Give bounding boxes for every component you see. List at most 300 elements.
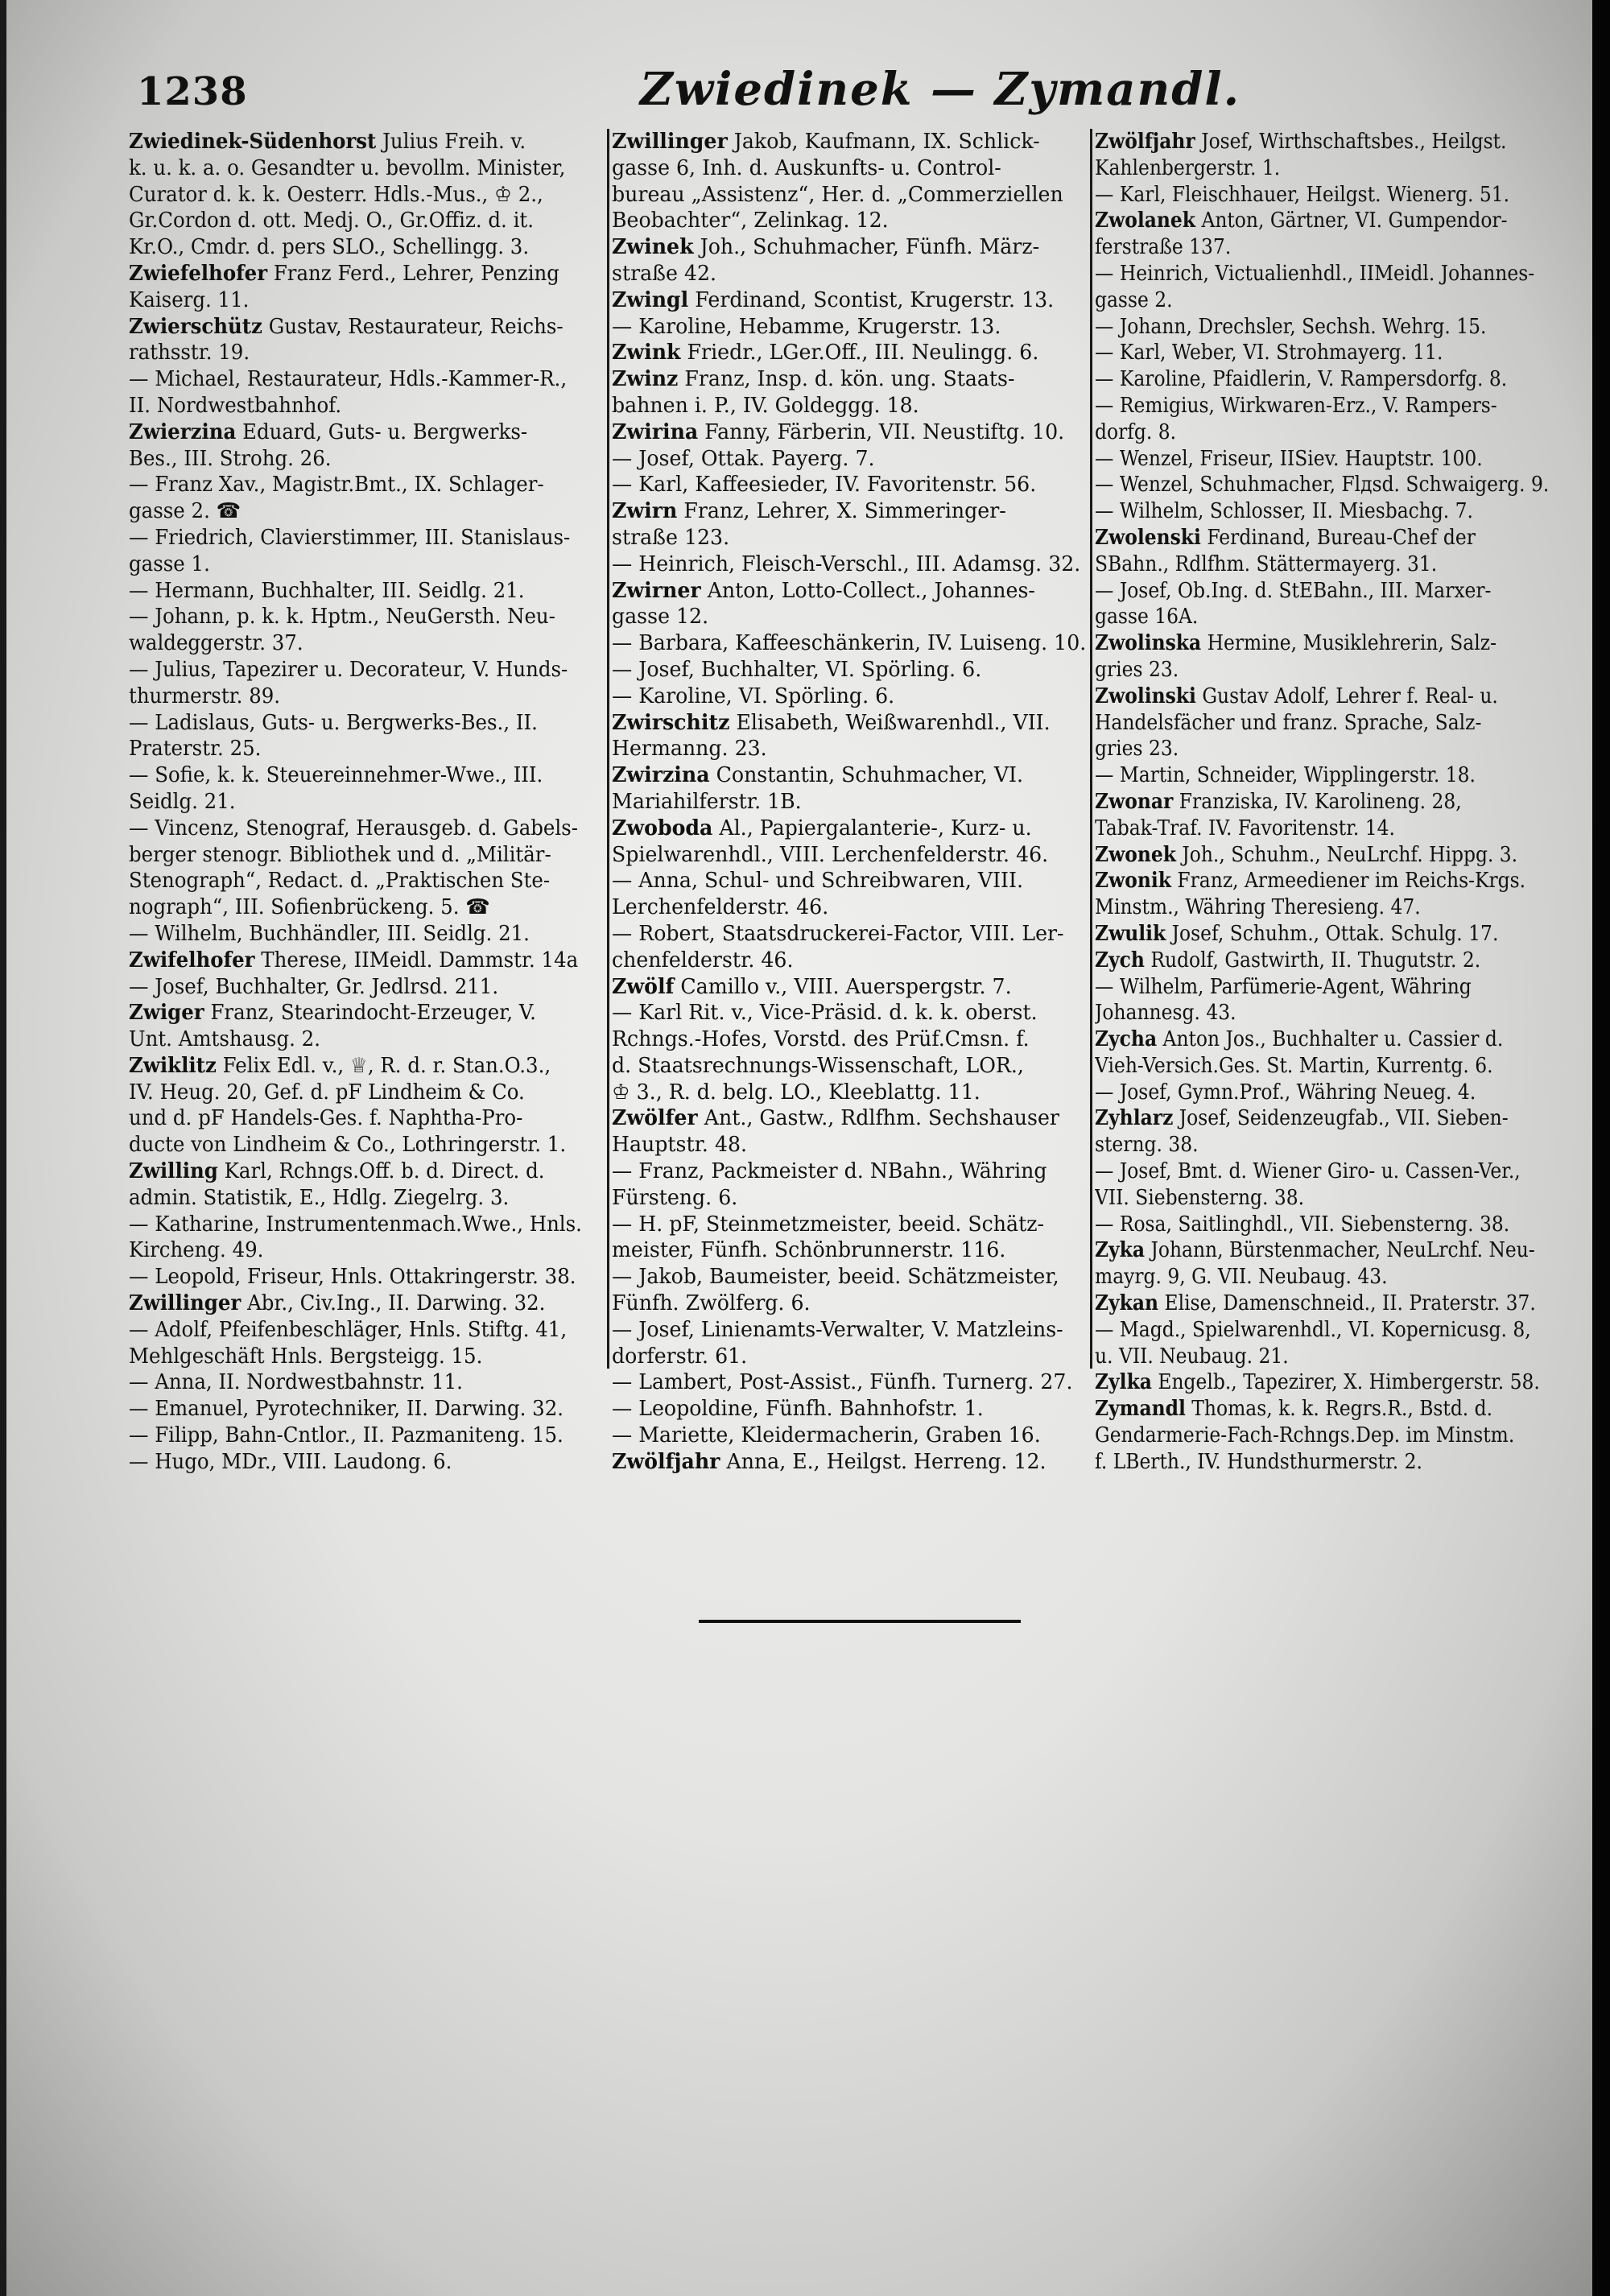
directory-entry-heading-line — [612, 762, 1087, 789]
directory-entry-heading-line — [612, 710, 1087, 737]
directory-entry-line — [612, 842, 1087, 869]
line-text — [612, 1449, 1046, 1476]
line-text — [612, 525, 729, 551]
entry-text: Gendarmerie-Fach-Rchngs.Dep. im Minstm. — [1095, 1423, 1515, 1448]
entry-text: — Wilhelm, Schlosser, II. Miesbachg. 7. — [1095, 499, 1474, 524]
directory-entry-line — [612, 657, 1087, 683]
directory-entry-heading-line — [1095, 683, 1578, 710]
entry-text: chenfelderstr. 46. — [612, 948, 794, 972]
entry-text: Gr.Cordon d. ott. Medj. O., Gr.Offiz. d. it. — [129, 209, 535, 233]
directory-entry-heading-line — [129, 129, 604, 155]
entry-text: — Karl, Weber, VI. Strohmayerg. 11. — [1095, 341, 1443, 365]
line-text — [612, 657, 981, 683]
line-text — [1095, 894, 1421, 921]
entry-text: Jakob, Kaufmann, IX. Schlick- — [727, 130, 1040, 154]
scan-edge-right — [1592, 0, 1610, 2296]
entry-text: Franz, Lehrer, X. Simmeringer- — [677, 499, 1006, 524]
entry-text: dorferstr. 61. — [612, 1344, 748, 1369]
directory-entry-line — [612, 1237, 1087, 1264]
entry-text: — Friedrich, Clavierstimmer, III. Stanislaus- — [129, 525, 571, 550]
line-text — [129, 1105, 522, 1132]
directory-entry-line — [129, 1317, 604, 1344]
line-text — [1095, 446, 1483, 473]
line-text — [612, 1185, 737, 1212]
line-text — [129, 498, 241, 525]
line-text — [612, 1344, 747, 1370]
entry-text: berger stenogr. Bibliothek und d. „Militär- — [129, 842, 551, 867]
entry-text: — Johann, Drechsler, Sechsh. Wehrg. 15. — [1095, 314, 1487, 339]
line-text — [129, 393, 341, 419]
line-text — [612, 129, 1040, 155]
line-text — [129, 1237, 263, 1264]
line-text — [129, 287, 249, 314]
directory-entry-line — [612, 894, 1087, 921]
line-text — [612, 842, 1048, 869]
entry-text: gasse 2. ☎ — [129, 499, 242, 524]
directory-entry-heading-line — [1095, 921, 1578, 948]
directory-entry-heading-line — [612, 578, 1087, 605]
entry-text: und d. pF Handels-Ges. f. Naphtha-Pro- — [129, 1106, 523, 1131]
entry-text: Eduard, Guts- u. Bergwerks- — [236, 419, 528, 444]
line-text — [1095, 1026, 1503, 1053]
directory-entry-heading-line — [612, 974, 1087, 1001]
entry-text: Josef, Schuhm., Ottak. Schulg. 17. — [1166, 921, 1499, 946]
line-text — [1095, 1080, 1476, 1106]
directory-entry-line — [1095, 446, 1578, 473]
entry-surname: Zwierschütz — [129, 314, 262, 339]
line-text — [129, 1026, 320, 1053]
directory-entry-line — [1095, 287, 1578, 314]
directory-entry-line — [612, 208, 1087, 234]
entry-surname: Zwölf — [612, 974, 675, 999]
directory-entry-heading-line — [1095, 1026, 1578, 1053]
line-text — [1095, 234, 1231, 261]
line-text — [129, 1132, 566, 1158]
entry-text: Minstm., Währing Theresieng. 47. — [1095, 895, 1421, 920]
directory-entry-heading-line — [612, 129, 1087, 155]
directory-entry-heading-line — [612, 816, 1087, 842]
directory-entry-line — [129, 868, 604, 894]
entry-text: ducte von Lindheim & Co., Lothringerstr. 1. — [129, 1133, 567, 1158]
line-text — [612, 710, 1051, 737]
entry-text: Beobachter“, Zelinkag. 12. — [612, 209, 889, 233]
directory-entry-line — [129, 182, 604, 209]
entry-text: Handelsfächer und franz. Sprache, Salz- — [1095, 710, 1482, 735]
entry-text: — Rosa, Saitlinghdl., VII. Siebensterng. 38. — [1095, 1212, 1510, 1237]
line-text — [129, 340, 250, 366]
entry-text: — Josef, Bmt. d. Wiener Giro- u. Cassen-Ver., — [1095, 1159, 1521, 1184]
line-text — [129, 472, 544, 498]
line-text — [1095, 736, 1179, 762]
directory-entry-line — [1095, 1344, 1578, 1370]
line-text — [612, 948, 793, 974]
entry-text: Rudolf, Gastwirth, II. Thugutstr. 2. — [1144, 948, 1481, 972]
entry-text: — Franz Xav., Magistr.Bmt., IX. Schlager- — [129, 473, 544, 498]
directory-entry-line — [129, 736, 604, 762]
entry-text: — Karl Rit. v., Vice-Präsid. d. k. k. oberst. — [612, 1001, 1038, 1026]
line-text — [1095, 287, 1173, 314]
line-text — [612, 762, 1023, 789]
line-text — [129, 419, 527, 446]
directory-entry-line — [1095, 1264, 1578, 1290]
entry-surname: Zwoboda — [612, 816, 713, 840]
line-text — [1095, 710, 1481, 737]
entry-text: — Josef, Linienamts-Verwalter, V. Matzleins- — [612, 1317, 1063, 1342]
line-text — [1095, 974, 1472, 1001]
directory-entry-line — [129, 1237, 604, 1264]
directory-entry-line — [129, 1132, 604, 1158]
entry-text: Engelb., Tapezirer, X. Himbergerstr. 58. — [1151, 1370, 1540, 1395]
directory-entry-line — [1095, 1000, 1578, 1026]
directory-entry-line — [612, 736, 1087, 762]
directory-entry-heading-line — [612, 340, 1087, 366]
line-text — [129, 842, 551, 869]
entry-text: Franz, Stearindocht-Erzeuger, V. — [204, 1001, 536, 1026]
entry-text: Josef, Seidenzeugfab., VII. Sieben- — [1173, 1106, 1509, 1131]
directory-entry-line — [612, 393, 1087, 419]
directory-entry-line — [129, 842, 604, 869]
entry-surname: Zwolinski — [1095, 683, 1196, 708]
entry-text: Felix Edl. v., ♕, R. d. r. Stan.O.3., — [216, 1053, 551, 1078]
entry-text: — Karoline, VI. Spörling. 6. — [612, 683, 895, 708]
entry-text: gasse 6, Inh. d. Auskunfts- u. Control- — [612, 155, 1001, 180]
directory-entry-line — [1095, 604, 1578, 630]
entry-text: — Wilhelm, Parfümerie-Agent, Währing — [1095, 974, 1472, 999]
line-text — [1095, 1105, 1509, 1132]
directory-entry-heading-line — [1095, 1237, 1578, 1264]
entry-text: Elise, Damenschneid., II. Praterstr. 37. — [1158, 1291, 1536, 1316]
directory-entry-heading-line — [612, 1105, 1087, 1132]
entry-text: — Anna, II. Nordwestbahnstr. 11. — [129, 1370, 463, 1395]
directory-entry-line — [1095, 1158, 1578, 1185]
line-text — [612, 472, 1036, 498]
entry-surname: Zwilling — [129, 1159, 218, 1184]
line-text — [612, 155, 1001, 182]
directory-entry-line — [129, 234, 604, 261]
directory-entry-line — [1095, 551, 1578, 578]
directory-entry-line — [129, 1369, 604, 1396]
line-text — [129, 578, 525, 605]
directory-entry-line — [129, 683, 604, 710]
entry-text: Spielwarenhdl., VIII. Lerchenfelderstr. 46. — [612, 842, 1049, 867]
directory-column-3 — [1095, 129, 1578, 1476]
directory-entry-line — [129, 816, 604, 842]
line-text — [129, 736, 261, 762]
entry-text: — Sofie, k. k. Steuereinnehmer-Wwe., III. — [129, 763, 543, 788]
directory-entry-line — [1095, 736, 1578, 762]
entry-text: ferstraße 137. — [1095, 235, 1232, 260]
line-text — [1095, 1185, 1304, 1212]
directory-entry-line — [1095, 894, 1578, 921]
entry-surname: Zwolinska — [1095, 631, 1202, 656]
entry-surname: Zyhlarz — [1095, 1106, 1174, 1131]
line-text — [612, 1237, 1005, 1264]
entry-text: — Karoline, Hebamme, Krugerstr. 13. — [612, 314, 1001, 339]
directory-entry-line — [612, 551, 1087, 578]
line-text — [612, 1000, 1038, 1026]
entry-surname: Zwingl — [612, 287, 689, 312]
line-text — [129, 657, 568, 683]
directory-entry-line — [129, 657, 604, 683]
line-text — [612, 1026, 1030, 1053]
entry-surname: Zwiefelhofer — [129, 261, 268, 286]
entry-text: — Remigius, Wirkwaren-Erz., V. Rampers- — [1095, 393, 1497, 418]
entry-text: — Josef, Ottak. Payerg. 7. — [612, 446, 875, 471]
entry-text: Joh., Schuhm., NeuLrchf. Hippg. 3. — [1175, 842, 1518, 867]
entry-text: Anton Jos., Buchhalter u. Cassier d. — [1157, 1027, 1504, 1052]
entry-text: Julius Freih. v. — [376, 130, 526, 154]
directory-entry-line — [1095, 578, 1578, 605]
line-text — [1095, 1237, 1535, 1264]
directory-entry-line — [1095, 182, 1578, 209]
directory-entry-heading-line — [1095, 868, 1578, 894]
line-text — [612, 1212, 1044, 1238]
line-text — [1095, 1264, 1388, 1290]
directory-entry-line — [1095, 762, 1578, 789]
entry-text: Rchngs.-Hofes, Vorstd. des Prüf.Cmsn. f. — [612, 1027, 1030, 1052]
entry-text: — Magd., Spielwarenhdl., VI. Kopernicusg. 8, — [1095, 1317, 1531, 1342]
entry-text: — Anna, Schul- und Schreibwaren, VIII. — [612, 869, 1023, 894]
entry-text: II. Nordwestbahnhof. — [129, 393, 342, 418]
directory-entry-line — [129, 208, 604, 234]
directory-entry-heading-line — [1095, 129, 1578, 155]
entry-text: — Katharine, Instrumentenmach.Wwe., Hnls. — [129, 1212, 582, 1237]
directory-entry-line — [612, 1423, 1087, 1449]
entry-text: Stenograph“, Redact. d. „Praktischen Ste- — [129, 869, 551, 894]
entry-surname: Zwillinger — [129, 1291, 242, 1316]
directory-entry-line — [129, 472, 604, 498]
line-text — [129, 234, 529, 261]
entry-text: — Heinrich, Victualienhdl., IIMeidl. Johannes- — [1095, 261, 1535, 286]
entry-text: bahnen i. P., IV. Goldeggg. 18. — [612, 393, 919, 418]
directory-entry-line — [1095, 1449, 1578, 1476]
entry-surname: Zwirschitz — [612, 710, 730, 735]
entry-surname: Zyka — [1095, 1238, 1146, 1263]
line-text — [612, 498, 1006, 525]
entry-text: Kr.O., Cmdr. d. pers SLO., Schellingg. 3. — [129, 235, 530, 260]
directory-entry-heading-line — [1095, 1290, 1578, 1317]
entry-text: waldeggerstr. 37. — [129, 631, 303, 656]
entry-surname: Zwonik — [1095, 869, 1171, 894]
line-text — [129, 789, 236, 816]
directory-entry-line — [612, 1317, 1087, 1344]
directory-entry-line — [1095, 155, 1578, 182]
entry-text: Karl, Rchngs.Off. b. d. Direct. d. — [217, 1159, 545, 1184]
entry-text: straße 123. — [612, 525, 730, 550]
line-text — [129, 1185, 509, 1212]
line-text — [612, 1132, 747, 1158]
page-number: 1238 — [137, 69, 248, 114]
entry-text: Ferdinand, Bureau-Chef der — [1200, 525, 1476, 550]
directory-entry-line — [1095, 1317, 1578, 1344]
entry-text: Mehlgeschäft Hnls. Bergsteigg. 15. — [129, 1344, 483, 1369]
line-text — [129, 974, 498, 1001]
directory-entry-line — [129, 340, 604, 366]
entry-text: Lerchenfelderstr. 46. — [612, 895, 829, 920]
line-text — [129, 894, 490, 921]
entry-text: — Emanuel, Pyrotechniker, II. Darwing. 32. — [129, 1397, 564, 1422]
directory-entry-line — [612, 525, 1087, 551]
directory-entry-line — [1095, 472, 1578, 498]
entry-text: gasse 2. — [1095, 287, 1173, 312]
line-text — [129, 921, 530, 948]
entry-text: VII. Siebensterng. 38. — [1095, 1185, 1305, 1210]
directory-entry-line — [1095, 1423, 1578, 1449]
directory-entry-line — [1095, 366, 1578, 393]
line-text — [612, 261, 716, 287]
line-text — [1095, 1449, 1422, 1476]
directory-entry-line — [612, 1053, 1087, 1080]
entry-text: d. Staatsrechnungs-Wissenschaft, LOR., — [612, 1053, 1024, 1078]
entry-surname: Zwonar — [1095, 789, 1174, 814]
directory-entry-heading-line — [612, 498, 1087, 525]
directory-entry-heading-line — [1095, 630, 1578, 657]
entry-text: Fanny, Färberin, VII. Neustiftg. 10. — [698, 419, 1065, 444]
line-text — [129, 129, 526, 155]
line-text — [1095, 155, 1280, 182]
directory-entry-line — [612, 1000, 1087, 1026]
directory-entry-line — [612, 1290, 1087, 1317]
directory-entry-line — [612, 1185, 1087, 1212]
directory-entry-line — [1095, 419, 1578, 446]
line-text — [129, 525, 570, 551]
entry-text: — Hermann, Buchhalter, III. Seidlg. 21. — [129, 578, 525, 603]
directory-entry-line — [129, 551, 604, 578]
line-text — [1095, 419, 1176, 446]
directory-entry-line — [1095, 1185, 1578, 1212]
entry-text: ♔ 3., R. d. belg. LO., Kleeblattg. 11. — [612, 1080, 980, 1105]
directory-entry-line — [612, 789, 1087, 816]
line-text — [612, 234, 1039, 261]
directory-entry-line — [129, 366, 604, 393]
line-text — [612, 1080, 980, 1106]
line-text — [129, 1317, 567, 1344]
entry-surname: Zwölfjahr — [612, 1449, 720, 1474]
entry-text: — Julius, Tapezirer u. Decorateur, V. Hunds- — [129, 657, 568, 682]
entry-text: — Josef, Gymn.Prof., Währing Neueg. 4. — [1095, 1080, 1476, 1105]
directory-entry-line — [612, 155, 1087, 182]
line-text — [1095, 1396, 1492, 1423]
entry-text: Therese, IIMeidl. Dammstr. 14a — [254, 948, 579, 972]
line-text — [1095, 314, 1486, 341]
directory-entry-line — [612, 1264, 1087, 1290]
entry-text: Franziska, IV. Karolineng. 28, — [1173, 789, 1462, 814]
directory-entry-line — [1095, 974, 1578, 1001]
entry-text: — Heinrich, Fleisch-Verschl., III. Adamsg. 32. — [612, 551, 1081, 576]
line-text — [129, 710, 538, 737]
entry-text: Josef, Wirthschaftsbes., Heilgst. — [1195, 130, 1507, 154]
line-text — [612, 551, 1080, 578]
directory-entry-line — [1095, 498, 1578, 525]
line-text — [612, 604, 708, 630]
entry-text: Tabak-Traf. IV. Favoritenstr. 14. — [1095, 816, 1395, 840]
entry-surname: Zwinek — [612, 235, 694, 260]
line-text — [612, 208, 889, 234]
directory-entry-line — [612, 1396, 1087, 1423]
line-text — [1095, 393, 1497, 419]
line-text — [1095, 1290, 1536, 1317]
entry-text: thurmerstr. 89. — [129, 683, 281, 708]
line-text — [612, 1053, 1024, 1080]
entry-surname: Zwölfjahr — [1095, 130, 1195, 154]
entry-text: Camillo v., VIII. Auerspergstr. 7. — [674, 974, 1012, 999]
line-text — [612, 630, 1086, 657]
directory-entry-line — [612, 948, 1087, 974]
entry-text: — Josef, Buchhalter, VI. Spörling. 6. — [612, 657, 982, 682]
line-text — [129, 1369, 463, 1396]
directory-entry-line — [612, 446, 1087, 473]
entry-text: — Mariette, Kleidermacherin, Graben 16. — [612, 1423, 1041, 1448]
entry-text: — Michael, Restaurateur, Hdls.-Kammer-R., — [129, 367, 568, 392]
line-text — [1095, 340, 1443, 366]
directory-entry-line — [129, 1080, 604, 1106]
entry-text: gries 23. — [1095, 657, 1179, 682]
directory-entry-line — [1095, 1080, 1578, 1106]
directory-entry-line — [129, 1449, 604, 1476]
entry-text: — H. pF, Steinmetzmeister, beeid. Schätz- — [612, 1212, 1045, 1237]
line-text — [1095, 551, 1437, 578]
entry-text: — Adolf, Pfeifenbeschläger, Hnls. Stiftg. 41, — [129, 1317, 568, 1342]
entry-text: Hermine, Musiklehrerin, Salz- — [1201, 631, 1496, 656]
entry-text: — Karoline, Pfaidlerin, V. Rampersdorfg. 8. — [1095, 367, 1508, 392]
directory-entry-line — [1095, 657, 1578, 683]
directory-entry-line — [612, 261, 1087, 287]
line-text — [129, 1158, 545, 1185]
line-text — [1095, 1317, 1531, 1344]
line-text — [612, 182, 1063, 209]
line-text — [612, 1158, 1047, 1185]
line-text — [1095, 366, 1507, 393]
line-text — [1095, 261, 1534, 287]
entry-surname: Zwölfer — [612, 1106, 698, 1131]
line-text — [1095, 578, 1491, 605]
line-text — [1095, 1000, 1236, 1026]
directory-entry-line — [129, 1026, 604, 1053]
directory-entry-line — [612, 868, 1087, 894]
entry-text: — Lambert, Post-Assist., Fünfh. Turnerg. 27. — [612, 1370, 1073, 1395]
line-text — [129, 208, 534, 234]
directory-entry-heading-line — [612, 366, 1087, 393]
line-text — [1095, 868, 1525, 894]
line-text — [129, 816, 578, 842]
entry-surname: Zwirn — [612, 499, 678, 524]
entry-text: Gustav Adolf, Lehrer f. Real- u. — [1195, 683, 1498, 708]
directory-entry-line — [129, 1264, 604, 1290]
line-text — [1095, 525, 1476, 551]
line-text — [129, 261, 559, 287]
directory-entry-line — [1095, 1212, 1578, 1238]
line-text — [129, 551, 210, 578]
directory-entry-line — [612, 1369, 1087, 1396]
directory-entry-heading-line — [129, 261, 604, 287]
line-text — [612, 683, 894, 710]
entry-surname: Zymandl — [1095, 1397, 1186, 1422]
entry-surname: Zych — [1095, 948, 1145, 972]
directory-entry-line — [1095, 261, 1578, 287]
entry-text: — Ladislaus, Guts- u. Bergwerks-Bes., II. — [129, 710, 538, 735]
directory-entry-line — [129, 894, 604, 921]
entry-text: gasse 12. — [612, 605, 709, 630]
entry-text: mayrg. 9, G. VII. Neubaug. 43. — [1095, 1265, 1388, 1290]
entry-text: rathsstr. 19. — [129, 341, 250, 365]
directory-entry-line — [129, 974, 604, 1001]
entry-text: — Hugo, MDr., VIII. Laudong. 6. — [129, 1449, 452, 1474]
entry-text: Kircheng. 49. — [129, 1238, 264, 1263]
entry-surname: Zycha — [1095, 1027, 1158, 1052]
directory-entry-heading-line — [129, 419, 604, 446]
entry-text: Vieh-Versich.Ges. St. Martin, Kurrentg. 6. — [1095, 1053, 1493, 1078]
line-text — [1095, 683, 1498, 710]
